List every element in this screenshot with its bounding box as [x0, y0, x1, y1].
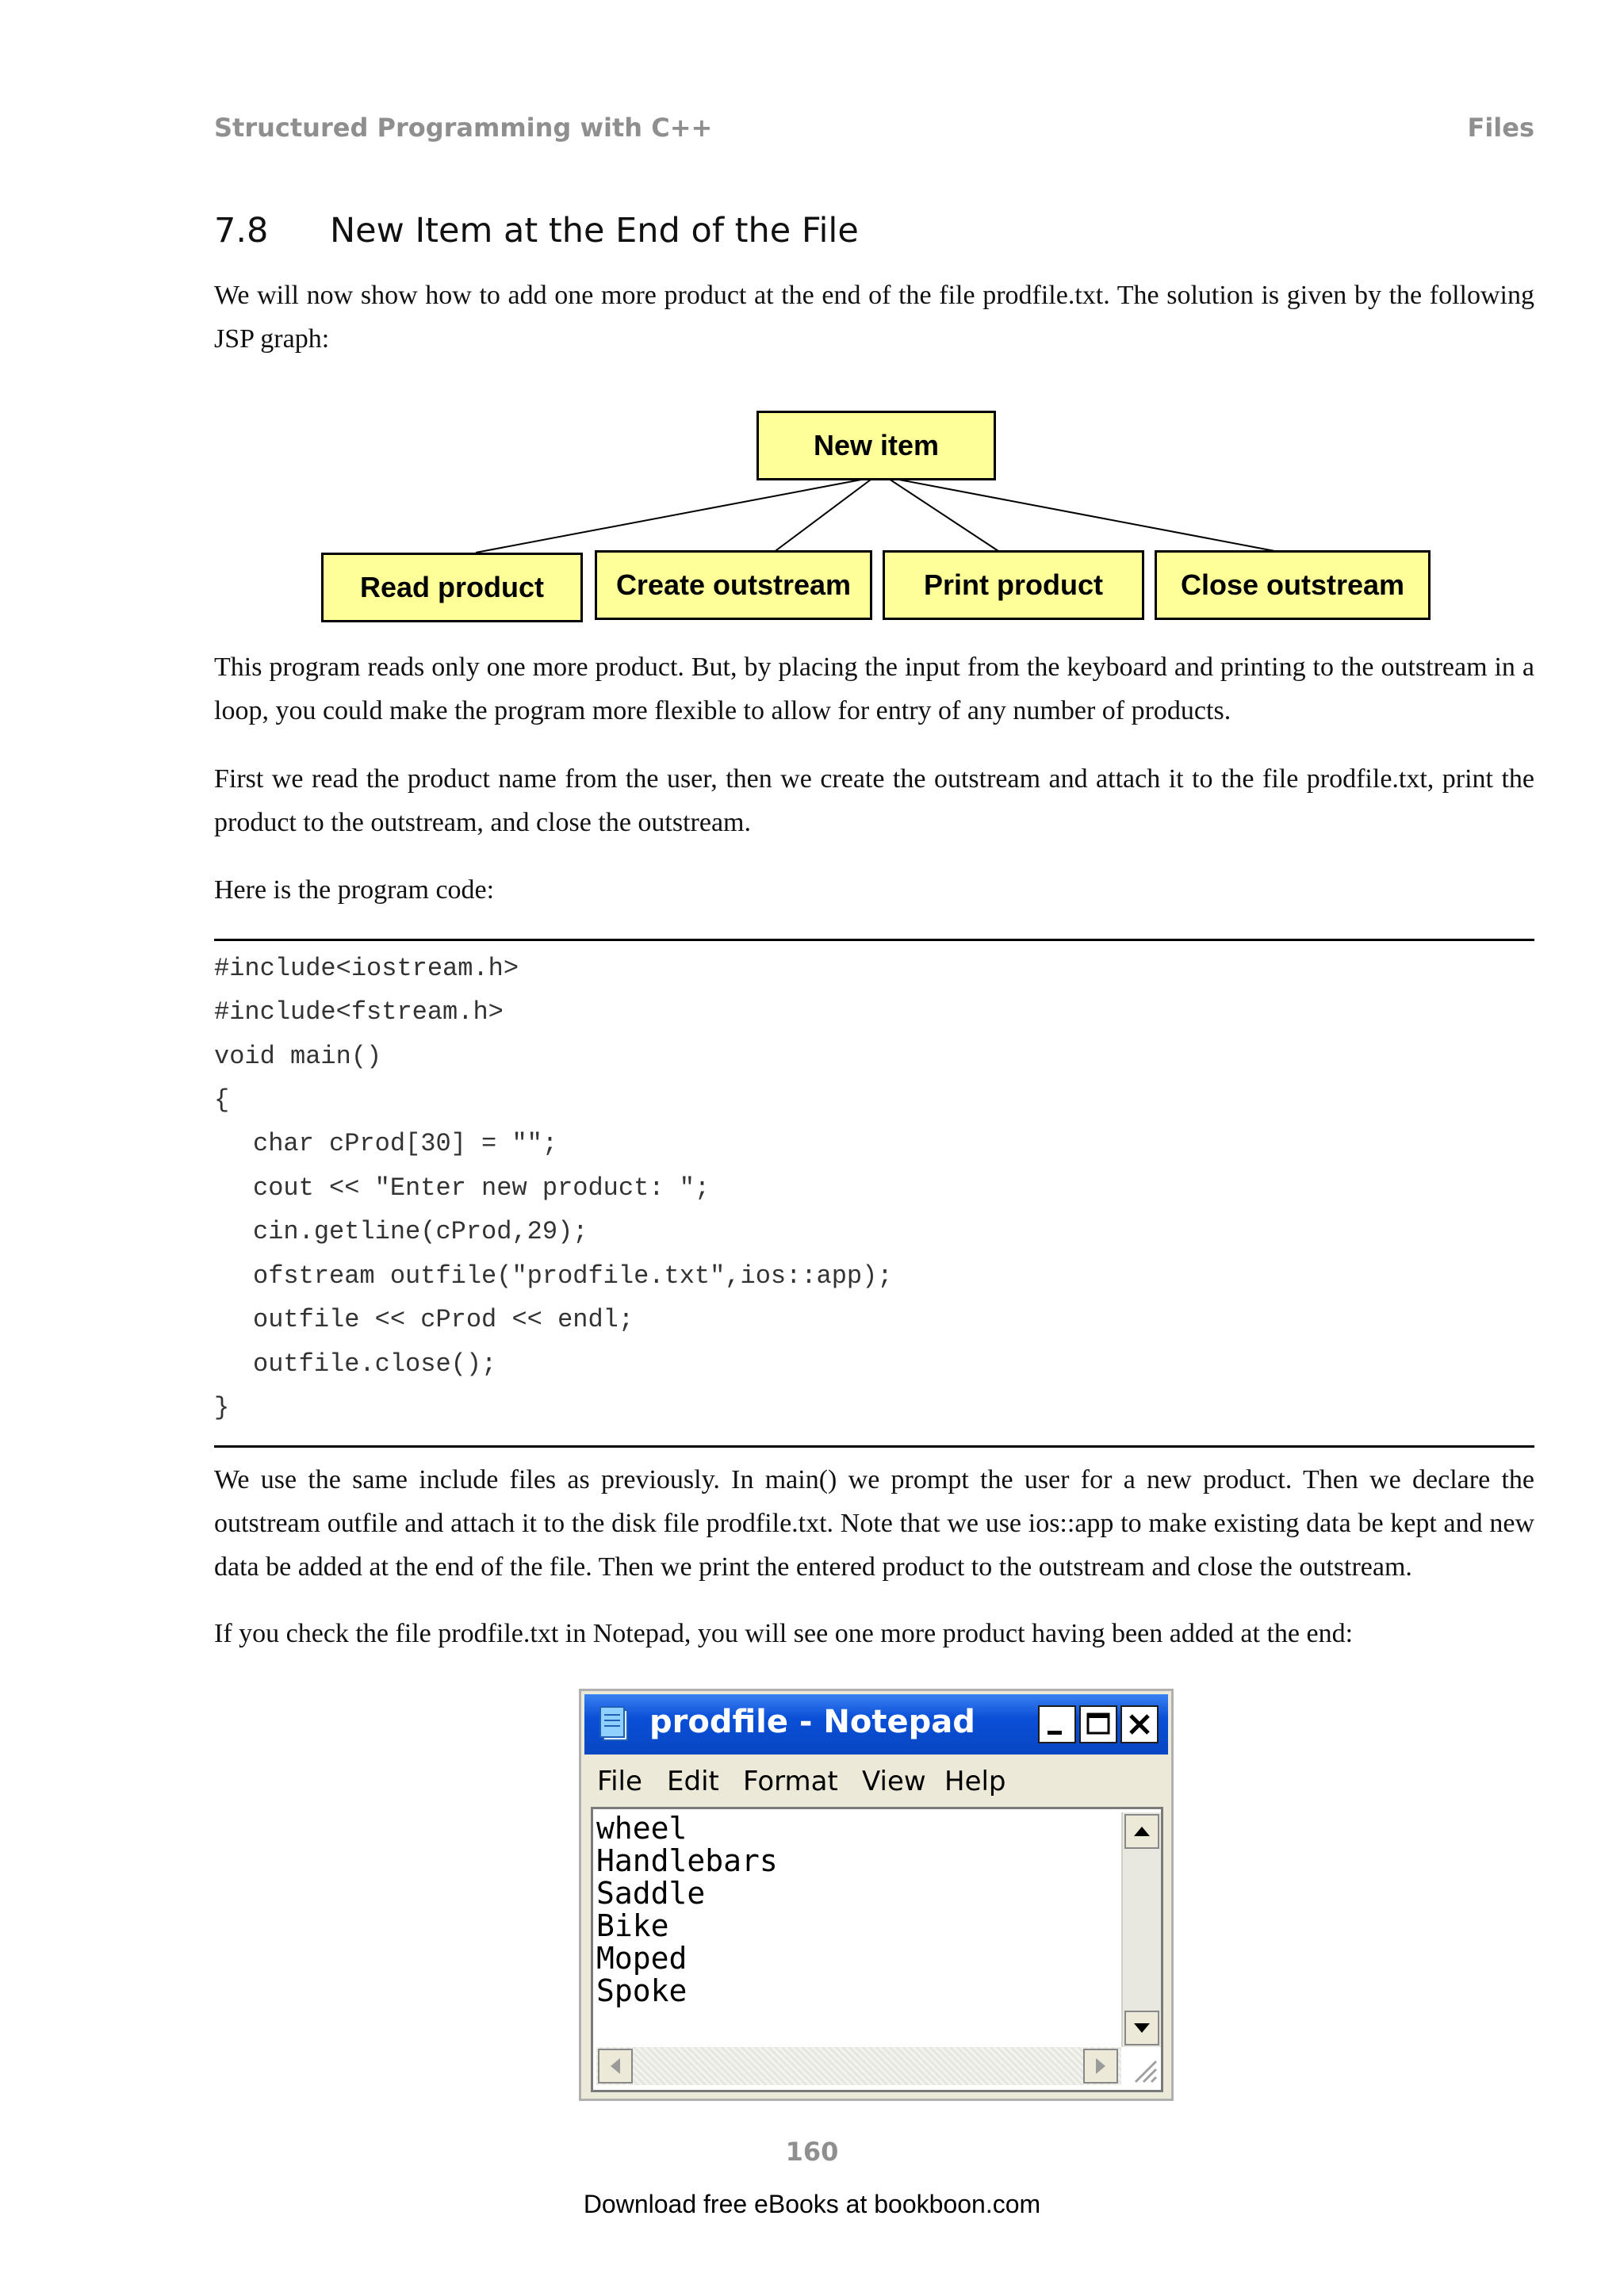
- running-header-chapter: Files: [1467, 113, 1534, 143]
- minimize-icon: [1040, 1707, 1074, 1742]
- arrow-down-icon: [1126, 2012, 1158, 2044]
- jsp-node-root: New item: [756, 411, 996, 480]
- text-line: Bike: [596, 1908, 669, 1943]
- menu-view[interactable]: View: [862, 1766, 926, 1797]
- explanation-paragraph: We use the same include files as previously. In main() we prompt the user for a new product. Then we declare the outstream outfile and attach it to the disk file prodfile.txt. Note that we use ios::app to make existing data be kept and new data be added at the end of the file. Then we print the entered product to the outstream and close the outstream.: [214, 1465, 1534, 1582]
- maximize-button[interactable]: [1079, 1705, 1117, 1743]
- close-button[interactable]: [1120, 1705, 1159, 1743]
- code-line: char cProd[30] = "";: [253, 1129, 558, 1158]
- scroll-up-button[interactable]: [1124, 1814, 1159, 1849]
- code-bottom-rule: [214, 1445, 1534, 1448]
- scroll-right-button[interactable]: [1083, 2049, 1118, 2084]
- code-line: ofstream outfile("prodfile.txt",ios::app);: [253, 1261, 893, 1291]
- notepad-text-area[interactable]: [591, 1807, 1163, 2092]
- notepad-menubar: [584, 1758, 1168, 1802]
- menu-help[interactable]: Help: [944, 1766, 1006, 1797]
- running-header-book-title: Structured Programming with C++: [214, 113, 713, 143]
- loop-note-paragraph: This program reads only one more product. But, by placing the input from the keyboard and printing to the outstream in a loop, you could make the program more flexible to allow for entry of any number of products.: [214, 652, 1534, 725]
- intro-paragraph: We will now show how to add one more product at the end of the file prodfile.txt. The solution is given by the following JSP graph:: [214, 281, 1534, 354]
- horizontal-scrollbar[interactable]: [596, 2047, 1121, 2085]
- text-line: Handlebars: [596, 1843, 778, 1878]
- code-line: }: [214, 1393, 230, 1422]
- arrow-right-icon: [1085, 2050, 1116, 2082]
- code-line: outfile.close();: [253, 1349, 497, 1379]
- code-line: cout << "Enter new product: ";: [253, 1173, 710, 1203]
- jsp-node-print-product: Print product: [883, 550, 1144, 620]
- section-number: 7.8: [214, 211, 269, 251]
- section-title: New Item at the End of the File: [330, 211, 859, 251]
- jsp-connector-lines: [0, 0, 1624, 634]
- code-line: void main(): [214, 1042, 382, 1071]
- resize-grip-icon[interactable]: [1121, 2047, 1159, 2085]
- code-top-rule: [214, 939, 1534, 941]
- menu-format[interactable]: Format: [743, 1766, 838, 1797]
- code-line: #include<fstream.h>: [214, 997, 504, 1027]
- vertical-scrollbar[interactable]: [1121, 1812, 1161, 2047]
- code-line: #include<iostream.h>: [214, 954, 519, 983]
- menu-edit[interactable]: Edit: [667, 1766, 719, 1797]
- code-intro-paragraph: Here is the program code:: [214, 875, 495, 905]
- notepad-window: [579, 1689, 1174, 2101]
- notepad-title: prodfile - Notepad: [649, 1704, 975, 1740]
- arrow-up-icon: [1126, 1816, 1158, 1847]
- code-line: {: [214, 1085, 230, 1115]
- scroll-down-button[interactable]: [1124, 2011, 1159, 2045]
- jsp-node-create-outstream: Create outstream: [595, 550, 872, 620]
- close-icon: [1122, 1707, 1157, 1742]
- jsp-node-close-outstream: Close outstream: [1155, 550, 1431, 620]
- text-line: Moped: [596, 1941, 688, 1976]
- code-line: outfile << cProd << endl;: [253, 1305, 634, 1334]
- steps-paragraph: First we read the product name from the user, then we create the outstream and attach it to the file prodfile.txt, print the product to the outstream, and close the outstream.: [214, 764, 1534, 837]
- page-number: 160: [785, 2137, 839, 2167]
- code-line: cin.getline(cProd,29);: [253, 1217, 588, 1246]
- text-line: wheel: [596, 1811, 688, 1846]
- jsp-node-read-product: Read product: [321, 553, 583, 622]
- minimize-button[interactable]: [1038, 1705, 1076, 1743]
- text-line: Spoke: [596, 1973, 688, 2008]
- notepad-lines: [596, 1812, 778, 2007]
- notepad-intro-paragraph: If you check the file prodfile.txt in Notepad, you will see one more product having been added at the end:: [214, 1619, 1354, 1648]
- footer-text: Download free eBooks at bookboon.com: [583, 2190, 1041, 2218]
- notepad-titlebar[interactable]: [584, 1694, 1168, 1755]
- scroll-left-button[interactable]: [598, 2049, 633, 2084]
- text-line: Saddle: [596, 1876, 706, 1911]
- maximize-icon: [1081, 1707, 1116, 1742]
- menu-file[interactable]: File: [597, 1766, 642, 1797]
- arrow-left-icon: [599, 2050, 631, 2082]
- notepad-app-icon: [597, 1705, 634, 1743]
